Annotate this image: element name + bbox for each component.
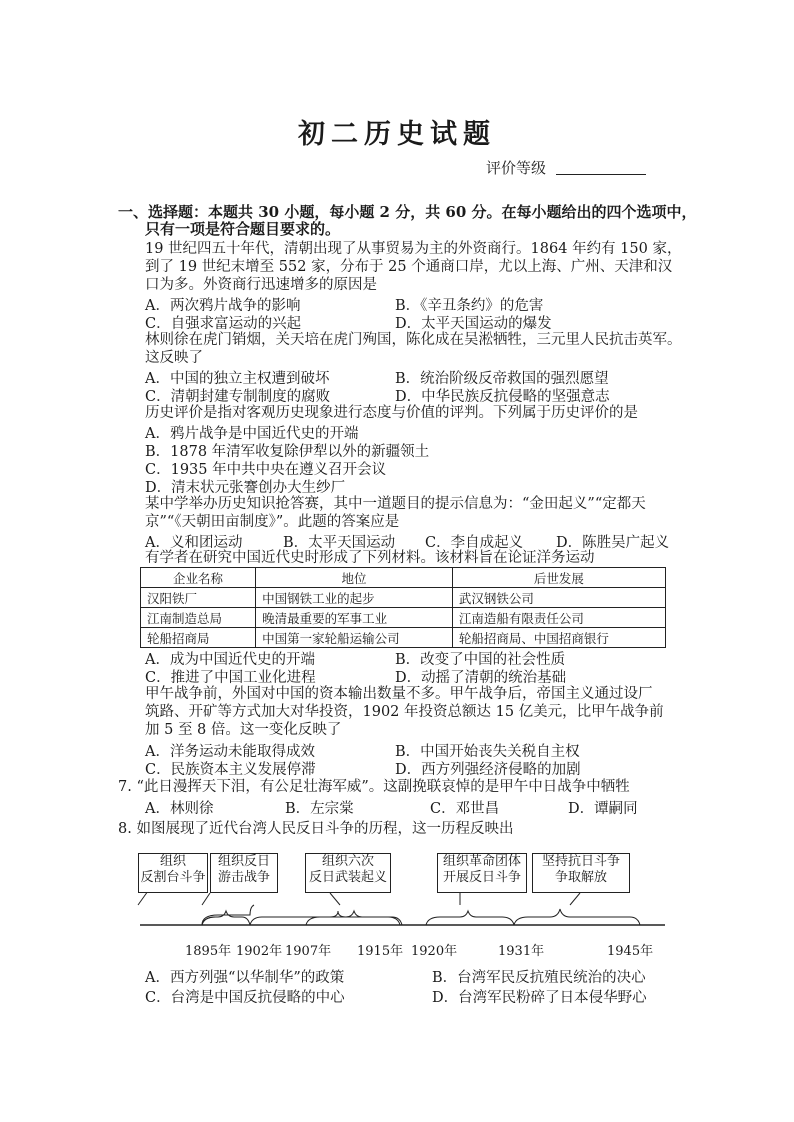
question-3-option-a[interactable]: A．鸦片战争是中国近代史的开端	[145, 426, 359, 442]
question-4-option-b[interactable]: B．太平天国运动	[283, 535, 396, 551]
table-cell: 轮船招商局、中国招商银行	[452, 628, 665, 648]
question-3-option-b[interactable]: B．1878 年清军收复除伊犁以外的新疆领土	[145, 444, 430, 460]
question-3-option-d[interactable]: D．清末状元张謇创办大生纱厂	[145, 480, 346, 496]
question-7-option-c[interactable]: C．邓世昌	[430, 801, 500, 817]
section-heading-cont: 只有一项是符合题目要求的。	[145, 220, 341, 238]
timeline-year: 1920年	[411, 944, 458, 959]
question-6-text: 加 5 至 8 倍。这一变化反映了	[145, 722, 342, 738]
question-8-option-b[interactable]: B．台湾军民反抗殖民统治的决心	[432, 970, 646, 986]
timeline-event-line: 组织反日	[217, 854, 270, 869]
grade-blank	[556, 174, 646, 175]
timeline-year: 1945年	[607, 944, 654, 959]
question-1-text: 口为多。外资商行迅速增多的原因是	[145, 277, 377, 293]
question-7-option-d[interactable]: D．谭嗣同	[568, 801, 638, 817]
table-cell: 江南造船有限责任公司	[452, 608, 665, 628]
question-8-option-a[interactable]: A．西方列强“以华制华”的政策	[145, 970, 345, 986]
question-5-option-c[interactable]: C．推进了中国工业化进程	[145, 670, 316, 686]
timeline-bracket	[306, 911, 400, 925]
question-2-option-a[interactable]: A．中国的独立主权遭到破坏	[145, 371, 330, 387]
timeline-event-line: 组织革命团体	[442, 854, 521, 869]
table-cell: 武汉钢铁公司	[452, 588, 665, 608]
question-2-text: 林则徐在虎门销烟，关天培在虎门殉国，陈化成在吴淞牺牲，三元里人民抗击英军。	[145, 332, 682, 348]
section-heading: 一、选择题：本题共 30 小题，每小题 2 分，共 60 分。在每小题给出的四个选项中，	[118, 203, 697, 221]
timeline-year: 1931年	[498, 944, 545, 959]
question-7-option-b[interactable]: B．左宗棠	[285, 801, 354, 817]
table-header-cell: 后世发展	[452, 568, 665, 588]
question-6-option-c[interactable]: C．民族资本主义发展停滞	[145, 762, 316, 778]
question-1-option-a[interactable]: A．两次鸦片战争的影响	[145, 298, 301, 314]
question-1-text: 19 世纪四五十年代，清朝出现了从事贸易为主的外资商行。1864 年约有 150 家，	[145, 241, 682, 257]
table-header-cell: 企业名称	[141, 568, 256, 588]
question-7-text: 7. “此日漫挥天下泪，有公足壮海军威”。这副挽联哀悼的是甲午中日战争中牺牲	[118, 779, 630, 795]
timeline-event-line: 坚持抗日斗争	[541, 854, 620, 869]
question-2-text: 这反映了	[145, 350, 203, 366]
question-1-option-c[interactable]: C．自强求富运动的兴起	[145, 316, 302, 332]
timeline-year: 1907年	[285, 944, 332, 959]
question-2-option-b[interactable]: B．统治阶级反帝救国的强烈愿望	[395, 371, 609, 387]
table-cell: 中国钢铁工业的起步	[256, 588, 453, 608]
table-header-row	[141, 568, 666, 588]
timeline-event-line: 反日武装起义	[308, 870, 387, 885]
question-3-option-c[interactable]: C．1935 年中共中央在遵义召开会议	[145, 462, 387, 478]
timeline-event-box	[138, 853, 208, 893]
question-4-text: 某中学举办历史知识抢答赛，其中一道题目的提示信息为：“金田起义”“定都天	[145, 496, 646, 512]
timeline-bracket	[426, 911, 514, 925]
question-6-option-b[interactable]: B．中国开始丧失关税自主权	[395, 744, 580, 760]
timeline-year: 1895年	[185, 944, 232, 959]
question-4-option-d[interactable]: D．陈胜吴广起义	[556, 535, 670, 551]
timeline-event-line: 争取解放	[554, 870, 607, 885]
question-5-option-b[interactable]: B．改变了中国的社会性质	[395, 652, 566, 668]
timeline-event-line: 开展反日斗争	[442, 870, 521, 885]
question-4-text: 京”“《天朝田亩制度》”。此题的答案应是	[145, 514, 400, 530]
table-cell: 轮船招商局	[141, 628, 256, 648]
question-5-option-d[interactable]: D．动摇了清朝的统治基础	[395, 670, 567, 686]
question-5-option-a[interactable]: A．成为中国近代史的开端	[145, 652, 315, 668]
question-6-option-d[interactable]: D．西方列强经济侵略的加剧	[395, 762, 581, 778]
question-6-text: 甲午战争前，外国对中国的资本输出数量不多。甲午战争后，帝国主义通过设厂	[145, 686, 653, 702]
table-row	[141, 608, 666, 628]
timeline-year: 1902年	[236, 944, 283, 959]
question-1-option-b[interactable]: B．《辛丑条约》的危害	[395, 298, 544, 314]
question-1-text: 到了 19 世纪末增至 552 家，分布于 25 个通商口岸，尤以上海、广州、天津和汉	[145, 259, 673, 275]
enterprise-table	[140, 567, 666, 648]
table-cell: 中国第一家轮船运输公司	[256, 628, 453, 648]
question-7-option-a[interactable]: A．林则徐	[145, 801, 214, 817]
timeline-event-box	[532, 853, 630, 893]
question-2-option-d[interactable]: D．中华民族反抗侵略的坚强意志	[395, 389, 610, 405]
question-4-option-c[interactable]: C．李自成起义	[425, 535, 524, 551]
timeline-bracket	[514, 909, 640, 925]
timeline-bracket	[202, 911, 250, 925]
timeline-bracket	[250, 911, 402, 925]
question-2-option-c[interactable]: C．清朝封建专制制度的腐败	[145, 389, 331, 405]
question-5-text: 有学者在研究中国近代史时形成了下列材料。该材料旨在论证洋务运动	[145, 550, 595, 566]
timeline-event-line: 反割台斗争	[140, 870, 206, 885]
table-row	[141, 628, 666, 648]
table-cell: 江南制造总局	[141, 608, 256, 628]
page-title: 初二历史试题	[298, 119, 496, 150]
question-1-option-d[interactable]: D．太平天国运动的爆发	[395, 316, 552, 332]
timeline-event-line: 组织	[159, 854, 186, 869]
table-header-cell: 地位	[256, 568, 453, 588]
timeline-year: 1915年	[357, 944, 404, 959]
table-cell: 汉阳铁厂	[141, 588, 256, 608]
question-6-option-a[interactable]: A．洋务运动未能取得成效	[145, 744, 315, 760]
table-row	[141, 588, 666, 608]
question-4-option-a[interactable]: A．义和团运动	[145, 535, 243, 551]
timeline-event-box	[305, 853, 391, 893]
question-8-option-d[interactable]: D．台湾军民粉碎了日本侵华野心	[432, 990, 647, 1006]
timeline-event-box	[210, 853, 278, 893]
question-8-text: 8. 如图展现了近代台湾人民反日斗争的历程，这一历程反映出	[118, 821, 514, 837]
table-cell: 晚清最重要的军事工业	[256, 608, 453, 628]
timeline-event-box	[437, 853, 527, 893]
timeline-event-line: 游击战争	[217, 870, 270, 885]
grade-label: 评价等级	[486, 159, 547, 177]
question-8-option-c[interactable]: C．台湾是中国反抗侵略的中心	[145, 990, 345, 1006]
question-3-text: 历史评价是指对客观历史现象进行态度与价值的评判。下列属于历史评价的是	[145, 405, 638, 421]
timeline-event-line: 组织六次	[321, 854, 374, 869]
question-6-text: 筑路、开矿等方式加大对华投资，1902 年投资总额达 15 亿美元，比甲午战争前	[145, 704, 664, 720]
